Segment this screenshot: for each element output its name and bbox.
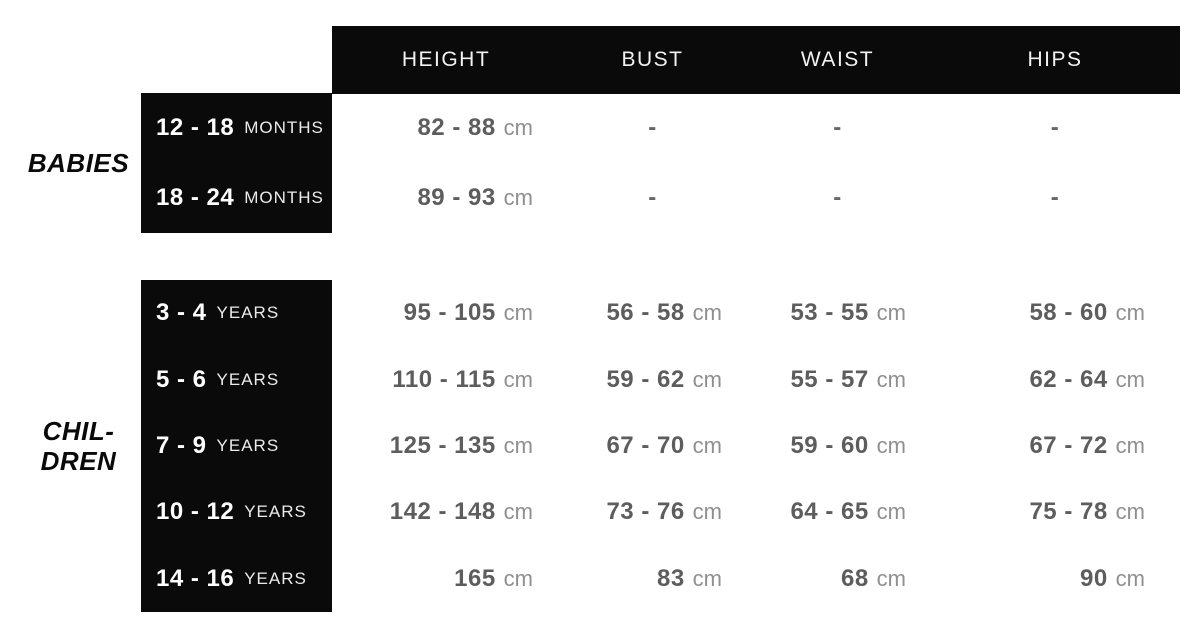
value-number: 83 <box>656 564 685 592</box>
bust-cell <box>560 163 745 233</box>
value-unit: cm <box>503 366 533 392</box>
bust-cell <box>560 280 745 346</box>
age-range-label <box>141 546 332 612</box>
value-number: 59 - 60 <box>790 431 869 459</box>
value-number: 110 - 115 <box>392 365 496 393</box>
value-unit: cm <box>876 499 906 525</box>
value-unit: cm <box>876 432 906 458</box>
hips-cell <box>930 163 1180 233</box>
age-range-value: 18 - 24 <box>156 184 235 211</box>
age-range-label <box>141 346 332 412</box>
age-range-unit: MONTHS <box>244 118 324 137</box>
age-range-label <box>141 163 332 233</box>
age-range-unit: YEARS <box>216 369 280 389</box>
value-number: 125 - 135 <box>389 431 496 459</box>
age-range-label <box>141 280 332 346</box>
column-header-bust: BUST <box>621 48 684 71</box>
value-number: 142 - 148 <box>389 498 496 526</box>
bust-cell <box>560 93 745 163</box>
value-number: - <box>648 184 657 211</box>
value-number: - <box>648 114 657 141</box>
bust-cell <box>560 413 745 479</box>
value-number: 67 - 72 <box>1029 431 1108 459</box>
value-unit: cm <box>692 432 722 458</box>
value-unit: cm <box>1115 565 1145 591</box>
category-label-children <box>0 280 141 612</box>
value-unit: cm <box>692 565 722 591</box>
waist-cell <box>745 280 930 346</box>
hips-cell <box>930 413 1180 479</box>
category-text: CHIL- <box>42 415 115 446</box>
hips-cell <box>930 546 1180 612</box>
height-cell <box>332 413 560 479</box>
value-number: 82 - 88 <box>417 114 496 141</box>
value-number: - <box>833 184 842 211</box>
value-unit: cm <box>503 432 533 458</box>
bust-cell <box>560 346 745 412</box>
value-number: 165 <box>454 564 496 592</box>
value-number: 95 - 105 <box>403 299 496 327</box>
value-unit: cm <box>503 499 533 525</box>
column-header-waist: WAIST <box>800 48 875 71</box>
height-cell <box>332 163 560 233</box>
value-number: 59 - 62 <box>606 365 685 393</box>
value-number: 67 - 70 <box>606 431 685 459</box>
waist-cell <box>745 479 930 545</box>
value-unit: cm <box>1115 366 1145 392</box>
category-text: BABIES <box>27 148 130 178</box>
age-range-unit: YEARS <box>216 303 280 323</box>
value-unit: cm <box>1115 432 1145 458</box>
value-number: 89 - 93 <box>417 184 496 211</box>
hips-cell <box>930 93 1180 163</box>
bust-cell <box>560 479 745 545</box>
value-number: 55 - 57 <box>790 365 869 393</box>
value-unit: cm <box>503 185 533 210</box>
hips-cell <box>930 479 1180 545</box>
value-number: 58 - 60 <box>1029 299 1108 327</box>
value-number: - <box>833 114 842 141</box>
waist-cell <box>745 413 930 479</box>
category-label-babies <box>0 93 141 233</box>
value-number: 73 - 76 <box>606 498 685 526</box>
age-range-value: 3 - 4 <box>156 299 207 327</box>
value-number: 90 <box>1079 564 1108 592</box>
value-number: 68 <box>840 564 869 592</box>
value-unit: cm <box>692 499 722 525</box>
age-range-label <box>141 413 332 479</box>
value-unit: cm <box>1115 499 1145 525</box>
age-range-unit: YEARS <box>244 502 307 522</box>
age-range-unit: MONTHS <box>244 188 324 207</box>
age-range-value: 7 - 9 <box>156 431 207 459</box>
value-unit: cm <box>692 366 722 392</box>
value-number: 53 - 55 <box>790 299 869 327</box>
category-text: DREN <box>40 445 117 476</box>
waist-cell <box>745 93 930 163</box>
age-range-label <box>141 479 332 545</box>
value-number: - <box>1050 114 1060 141</box>
age-range-value: 14 - 16 <box>156 564 235 592</box>
age-range-value: 12 - 18 <box>156 114 235 141</box>
age-range-unit: YEARS <box>244 568 307 588</box>
value-unit: cm <box>876 300 906 326</box>
waist-cell <box>745 163 930 233</box>
value-unit: cm <box>503 300 533 326</box>
height-cell <box>332 280 560 346</box>
value-number: 75 - 78 <box>1029 498 1108 526</box>
value-unit: cm <box>503 115 533 140</box>
table-header-bar <box>332 26 1180 94</box>
age-range-value: 10 - 12 <box>156 498 235 526</box>
age-range-value: 5 - 6 <box>156 365 207 393</box>
height-cell <box>332 546 560 612</box>
age-range-label <box>141 93 332 163</box>
bust-cell <box>560 546 745 612</box>
height-cell <box>332 479 560 545</box>
hips-cell <box>930 346 1180 412</box>
height-cell <box>332 346 560 412</box>
value-number: 64 - 65 <box>790 498 869 526</box>
value-unit: cm <box>876 366 906 392</box>
age-range-unit: YEARS <box>216 435 280 455</box>
hips-cell <box>930 280 1180 346</box>
children-group <box>0 280 1180 612</box>
value-number: - <box>1050 184 1060 211</box>
value-unit: cm <box>876 565 906 591</box>
value-number: 56 - 58 <box>606 299 685 327</box>
value-unit: cm <box>692 300 722 326</box>
value-number: 62 - 64 <box>1029 365 1108 393</box>
value-unit: cm <box>1115 300 1145 326</box>
column-header-height: HEIGHT <box>401 48 491 71</box>
babies-group <box>0 93 1180 233</box>
waist-cell <box>745 546 930 612</box>
column-header-hips: HIPS <box>1027 48 1083 71</box>
value-unit: cm <box>503 565 533 591</box>
height-cell <box>332 93 560 163</box>
waist-cell <box>745 346 930 412</box>
